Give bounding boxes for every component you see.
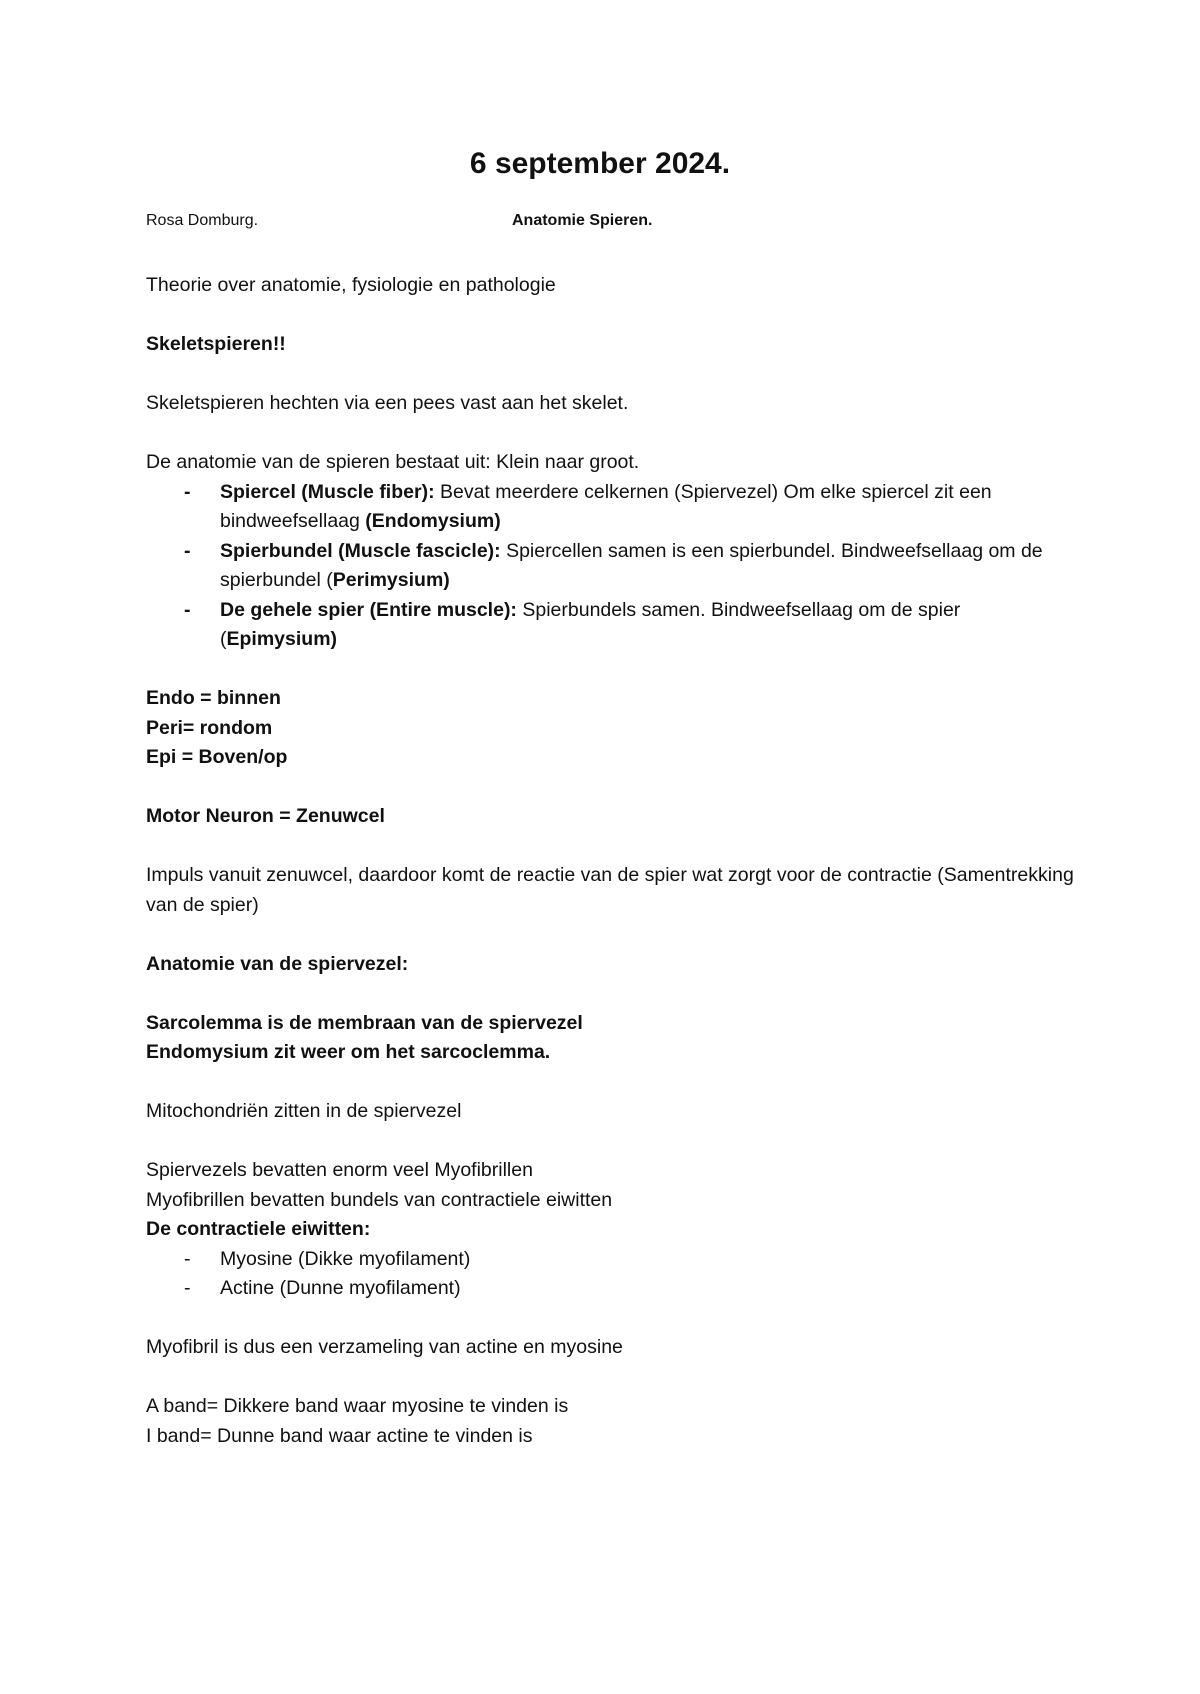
author-subject-line <box>146 212 1080 242</box>
list-item-term-end: (Endomysium) <box>365 510 501 532</box>
mitochondria-paragraph: Mitochondriën zitten in de spiervezel <box>146 1100 462 1122</box>
list-item-text: Spiercellen samen is een spierbundel. Bindweefsellaag om de spierbundel ( <box>220 539 1043 591</box>
anatomy-intro: De anatomie van de spieren bestaat uit: Klein naar groot. <box>146 451 640 473</box>
structure-list <box>146 478 1080 655</box>
dash-bullet: - <box>184 1277 191 1299</box>
myofibril-line-2: Myofibrillen bevatten bundels van contractiele eiwitten <box>146 1188 613 1211</box>
list-item-text: Myosine (Dikke myofilament) <box>220 1247 471 1270</box>
heading-proteins: De contractiele eiwitten: <box>146 1218 371 1240</box>
prefix-endo: Endo = binnen <box>146 687 281 709</box>
myofibril-summary: Myofibril is dus een verzameling van actine en myosine <box>146 1336 623 1358</box>
dash-bullet: - <box>184 539 191 562</box>
heading-skeletspieren: Skeletspieren!! <box>146 333 286 355</box>
motor-neuron-heading: Motor Neuron = Zenuwcel <box>146 805 385 827</box>
list-item <box>184 596 1080 655</box>
list-item <box>184 1245 1080 1275</box>
i-band-line: I band= Dunne band waar actine te vinden is <box>146 1424 533 1447</box>
endomysium-line: Endomysium zit weer om het sarcoclemma. <box>146 1041 551 1063</box>
author-name: Rosa Domburg. <box>146 212 259 229</box>
list-item <box>184 537 1080 596</box>
dash-bullet: - <box>184 480 191 503</box>
dash-bullet: - <box>184 598 191 621</box>
list-item-text: Bevat meerdere celkernen (Spiervezel) Om elke spiercel zit een bindweefsellaag <box>220 480 992 532</box>
prefix-epi: Epi = Boven/op <box>146 746 288 768</box>
list-item-term-end: Epimysium) <box>226 628 338 650</box>
myofibril-line-1: Spiervezels bevatten enorm veel Myofibrillen <box>146 1159 533 1181</box>
list-item-term: Spiercel (Muscle fiber): <box>220 480 435 503</box>
list-item <box>184 478 1080 537</box>
intro-paragraph: Theorie over anatomie, fysiologie en pathologie <box>146 274 556 296</box>
impulse-paragraph: Impuls vanuit zenuwcel, daardoor komt de reactie van de spier wat zorgt voor de contractie (Samentrekking van de spier) <box>146 864 1074 916</box>
list-item <box>184 1274 1080 1304</box>
protein-list <box>146 1245 1080 1304</box>
dash-bullet: - <box>184 1247 191 1270</box>
list-item-term-end: Perimysium) <box>332 569 450 591</box>
skelet-paragraph: Skeletspieren hechten via een pees vast aan het skelet. <box>146 392 629 414</box>
list-item-text: Actine (Dunne myofilament) <box>220 1277 461 1299</box>
sarcolemma-line: Sarcolemma is de membraan van de spiervezel <box>146 1011 583 1034</box>
list-item-term: De gehele spier (Entire muscle): <box>220 598 517 621</box>
list-item-term: Spierbundel (Muscle fascicle): <box>220 539 501 562</box>
list-item-text: Spierbundels samen. Bindweefsellaag om de spier ( <box>220 598 961 650</box>
a-band-line: A band= Dikkere band waar myosine te vinden is <box>146 1395 569 1417</box>
heading-spiervezel: Anatomie van de spiervezel: <box>146 952 409 975</box>
prefix-peri: Peri= rondom <box>146 716 273 739</box>
page-title: 6 september 2024. <box>469 147 731 180</box>
document-subject: Anatomie Spieren. <box>512 212 653 229</box>
